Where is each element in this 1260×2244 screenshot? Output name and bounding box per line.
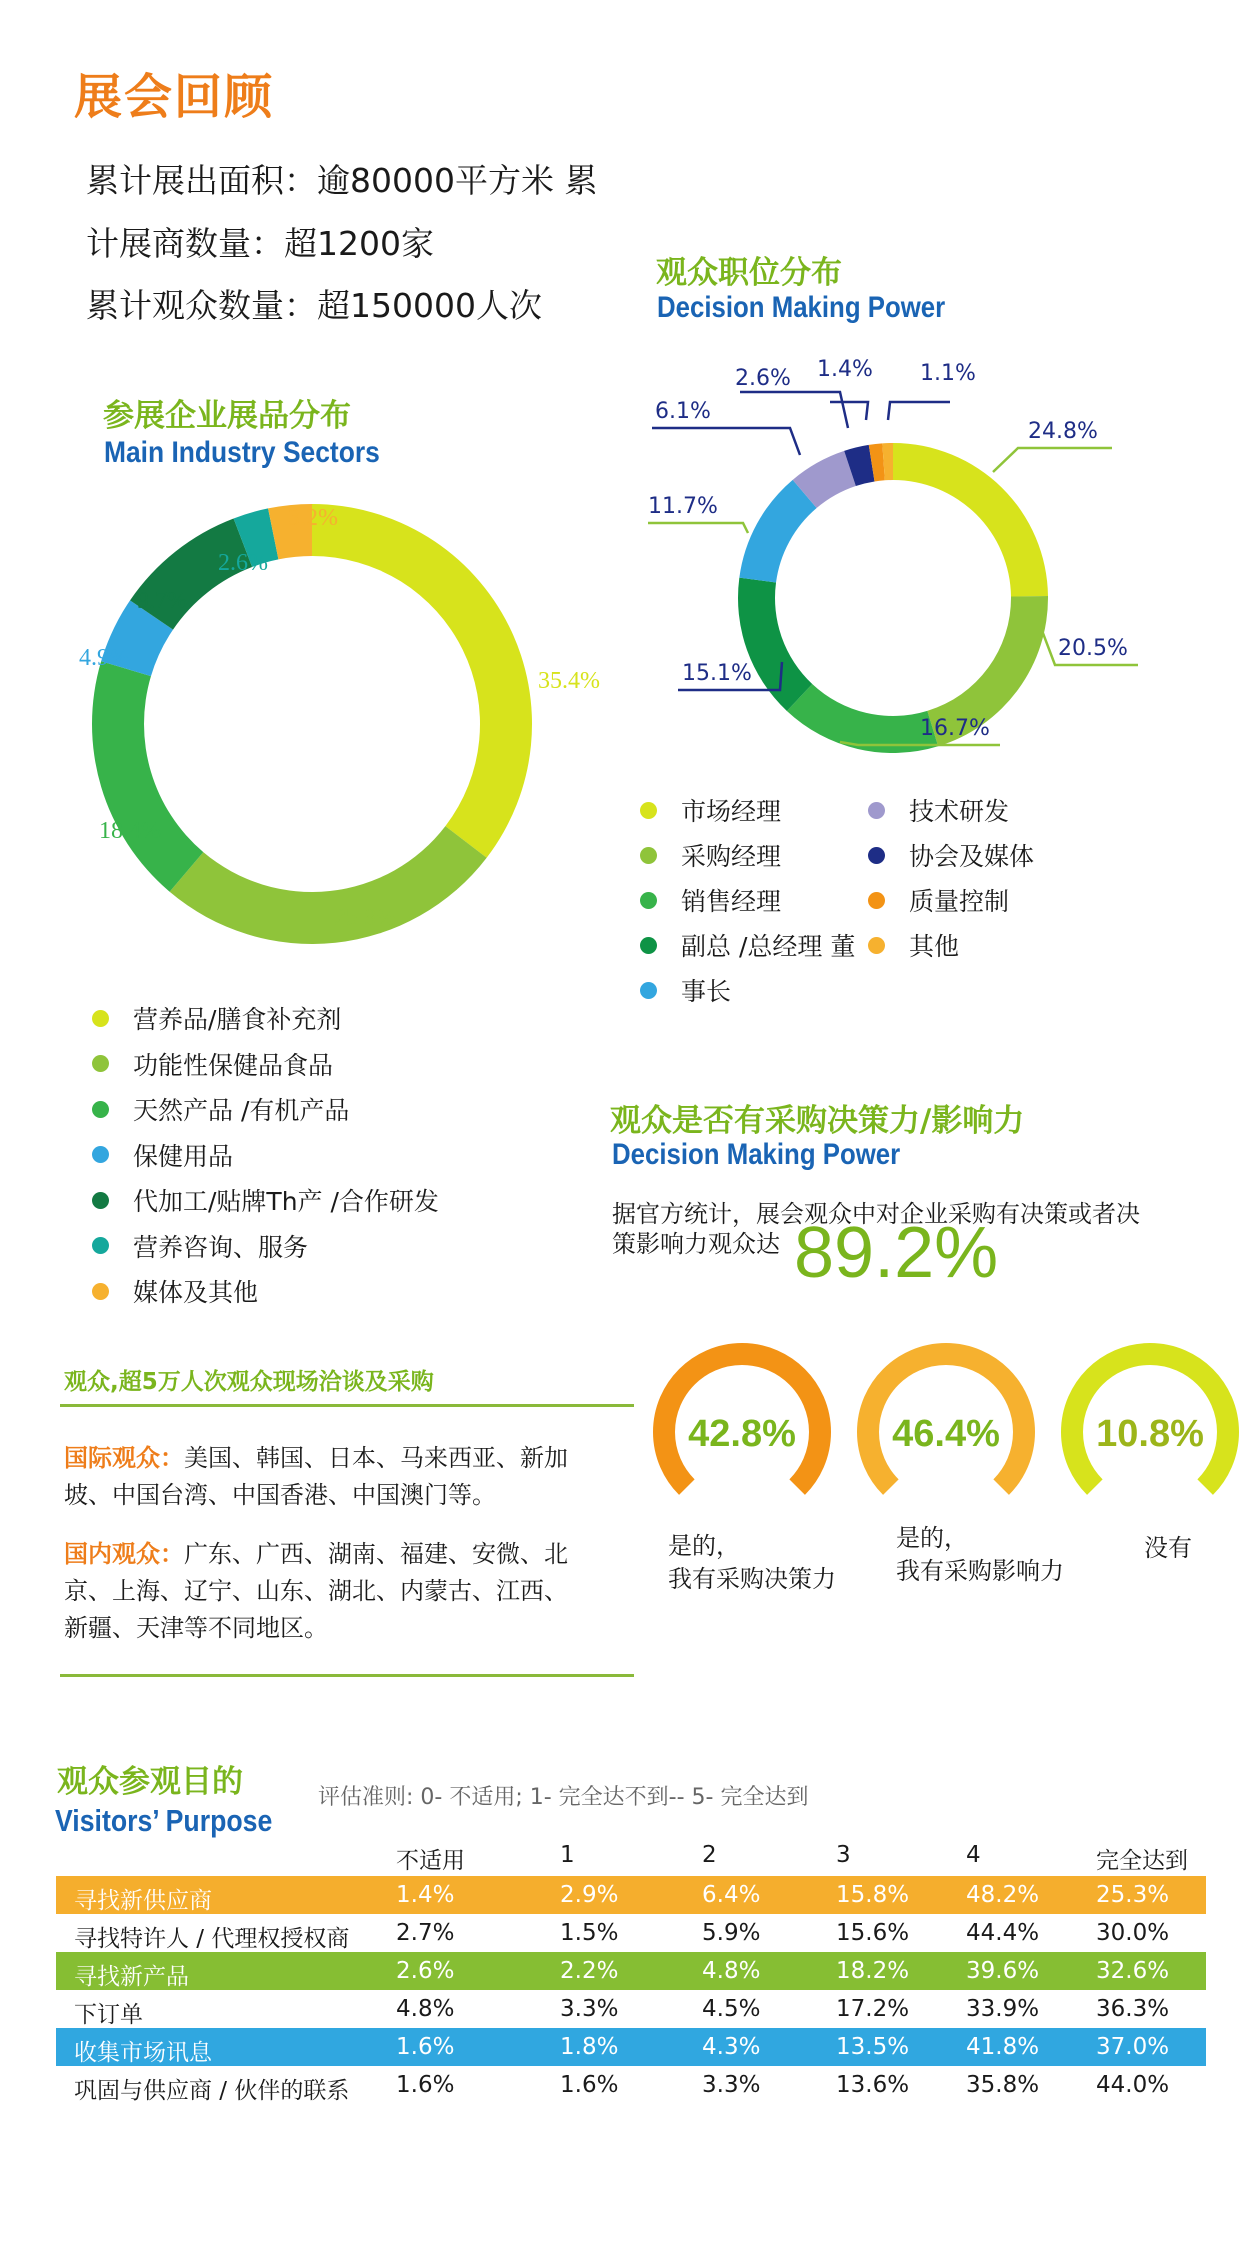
sector-label: 25.8%: [334, 905, 396, 931]
sectors-donut-chart: [0, 480, 640, 970]
positions-legend-item: [868, 837, 1034, 873]
audience-title: 观众,超5万人次观众现场洽谈及采购: [64, 1369, 434, 1395]
sector-label: 35.4%: [538, 668, 600, 694]
positions-donut-chart: [620, 340, 1260, 760]
position-leader-line: [993, 448, 1112, 472]
table-cell: 下订单: [74, 2002, 143, 2028]
sectors-title-cn: 参展企业展品分布: [103, 398, 351, 434]
legend-dot: [868, 847, 885, 864]
position-slice: [787, 684, 938, 753]
legend-label: 天然产品 /有机产品: [133, 1096, 350, 1125]
table-cell: 6.4%: [702, 1882, 761, 1908]
legend-label: 代加工/贴牌Th产 /合作研发: [133, 1187, 439, 1216]
table-cell: 15.8%: [836, 1882, 910, 1908]
decision-text-line2: 策影响力观众达: [612, 1230, 780, 1258]
stat-area: 累计展出面积：逾80000平方米 累: [86, 161, 598, 200]
table-cell: 寻找新供应商: [74, 1888, 212, 1914]
table-cell: 15.6%: [836, 1920, 910, 1946]
sectors-legend-item: [92, 1182, 439, 1218]
sector-label: 18.4%: [99, 818, 161, 844]
purpose-title-en: Visitors’ Purpose: [55, 1803, 273, 1838]
table-cell: 4.8%: [396, 1996, 455, 2022]
decision-ring-value: 10.8%: [1096, 1413, 1204, 1455]
table-cell: 17.2%: [836, 1996, 910, 2022]
positions-legend-item: [868, 882, 1009, 918]
purpose-table: [56, 1838, 1206, 2104]
stat-exhibitors: 计展商数量：超1200家: [86, 224, 434, 263]
table-cell: 2.2%: [560, 1958, 619, 1984]
position-label: 15.1%: [682, 661, 752, 686]
position-leader-line: [652, 428, 800, 455]
legend-label: 营养咨询、服务: [133, 1232, 309, 1262]
legend-dot: [868, 937, 885, 954]
table-header-cell: 完全达到: [1096, 1848, 1188, 1874]
page-title: 展会回顾: [74, 69, 275, 125]
table-cell: 41.8%: [966, 2034, 1040, 2060]
table-cell: 13.6%: [836, 2072, 910, 2098]
sectors-title-en: Main Industry Sectors: [104, 436, 380, 469]
table-cell: 37.0%: [1096, 2034, 1170, 2060]
table-header-cell: 4: [966, 1842, 981, 1868]
table-row: [56, 2066, 1206, 2104]
table-cell: 5.9%: [702, 1920, 761, 1946]
audience-top-rule: [60, 1404, 634, 1407]
caption-influence: 是的， 我有采购影响力: [896, 1524, 1064, 1585]
table-cell: 48.2%: [966, 1882, 1040, 1908]
legend-dot: [868, 802, 885, 819]
table-cell: 30.0%: [1096, 1920, 1170, 1946]
positions-title-en: Decision Making Power: [657, 291, 946, 324]
table-cell: 4.8%: [702, 1958, 761, 1984]
sector-label: 4.9%: [79, 645, 129, 671]
table-cell: 2.9%: [560, 1882, 619, 1908]
legend-dot: [640, 802, 657, 819]
legend-dot: [640, 847, 657, 864]
table-cell: 44.4%: [966, 1920, 1040, 1946]
legend-dot: [92, 1192, 109, 1209]
position-slice: [739, 480, 816, 583]
sector-label: 9.7%: [137, 588, 187, 614]
position-label: 16.7%: [920, 716, 990, 741]
sector-label: 2.6%: [218, 550, 268, 576]
legend-label: 质量控制: [909, 887, 1010, 916]
caption-none: 没有: [1144, 1534, 1192, 1562]
legend-label: 副总 /总经理 董: [681, 932, 856, 961]
decision-title-en: Decision Making Power: [612, 1138, 901, 1171]
table-cell: 3.3%: [702, 2072, 761, 2098]
table-cell: 1.8%: [560, 2034, 619, 2060]
table-row: [56, 1952, 1206, 1990]
legend-dot: [92, 1101, 109, 1118]
sector-slice: [312, 504, 532, 858]
positions-legend-item: [640, 927, 855, 963]
audience-intl: 国际观众：美国、韩国、日本、马来西亚、新加 坡、中国台湾、中国香港、中国澳门等。: [64, 1444, 568, 1509]
legend-dot: [92, 1237, 109, 1254]
legend-dot: [640, 892, 657, 909]
legend-label: 营养品/膳食补充剂: [133, 1005, 342, 1034]
legend-dot: [868, 892, 885, 909]
stat-visitors: 累计观众数量：超150000人次: [86, 286, 542, 325]
caption-decision: 是的， 我有采购决策力: [668, 1532, 836, 1593]
legend-dot: [640, 937, 657, 954]
sector-slice: [92, 661, 203, 891]
legend-label: 媒体及其他: [133, 1278, 259, 1307]
table-cell: 1.6%: [560, 2072, 619, 2098]
legend-label: 销售经理: [681, 887, 782, 916]
position-leader-line: [888, 402, 950, 420]
sectors-legend-item: [92, 1046, 333, 1082]
legend-dot: [92, 1010, 109, 1027]
legend-label: 事长: [681, 977, 732, 1006]
position-leader-line: [830, 402, 868, 420]
table-cell: 39.6%: [966, 1958, 1040, 1984]
table-cell: 1.4%: [396, 1882, 455, 1908]
positions-legend-item: [868, 792, 1009, 828]
table-cell: 35.8%: [966, 2072, 1040, 2098]
table-cell: 寻找新产品: [74, 1964, 189, 1990]
position-label: 6.1%: [655, 399, 711, 424]
table-cell: 18.2%: [836, 1958, 910, 1984]
legend-label: 采购经理: [681, 842, 782, 871]
table-cell: 2.7%: [396, 1920, 455, 1946]
table-row: [56, 1914, 1206, 1952]
position-slice: [893, 443, 1048, 597]
legend-dot: [92, 1146, 109, 1163]
position-label: 2.6%: [735, 366, 791, 391]
table-cell: 36.3%: [1096, 1996, 1170, 2022]
sectors-legend-item: [92, 1137, 233, 1173]
positions-legend-item: [640, 792, 781, 828]
legend-label: 技术研发: [909, 797, 1010, 826]
legend-label: 协会及媒体: [909, 842, 1035, 871]
table-cell: 44.0%: [1096, 2072, 1170, 2098]
position-leader-line: [648, 523, 748, 533]
decision-ring-value: 46.4%: [892, 1413, 1000, 1455]
sector-label: 3.2%: [288, 505, 338, 531]
table-row: [56, 1990, 1206, 2028]
table-cell: 寻找特许人 / 代理权授权商: [74, 1926, 350, 1952]
legend-label: 保健用品: [133, 1141, 234, 1171]
sectors-legend-item: [92, 1273, 258, 1309]
decision-rings: [640, 1340, 1260, 1540]
legend-dot: [92, 1283, 109, 1300]
audience-domestic: 国内观众：广东、广西、湖南、福建、安微、北 京、上海、辽宁、山东、湖北、内蒙古、江西、 新疆、天津等不同地区。: [64, 1540, 568, 1642]
position-label: 24.8%: [1028, 419, 1098, 444]
sectors-legend-item: [92, 1000, 341, 1036]
table-header-cell: 不适用: [396, 1848, 465, 1874]
position-label: 1.1%: [920, 361, 976, 386]
table-header-cell: 2: [702, 1842, 717, 1868]
table-cell: 13.5%: [836, 2034, 910, 2060]
decision-ring-value: 42.8%: [688, 1413, 796, 1455]
decision-text-line1: 据官方统计，展会观众中对企业采购有决策或者决: [612, 1200, 1140, 1228]
positions-legend-item: [868, 927, 959, 963]
table-cell: 3.3%: [560, 1996, 619, 2022]
legend-dot: [640, 982, 657, 999]
table-cell: 32.6%: [1096, 1958, 1170, 1984]
audience-bottom-rule: [60, 1674, 634, 1677]
decision-title-cn: 观众是否有采购决策力/影响力: [610, 1103, 1025, 1139]
table-cell: 收集市场讯息: [74, 2040, 212, 2066]
purpose-criteria: 评估准则: 0- 不适用; 1- 完全达不到-- 5- 完全达到: [318, 1785, 809, 1810]
purpose-title-cn: 观众参观目的: [57, 1764, 243, 1800]
decision-big-value: 89.2%: [794, 1213, 999, 1293]
table-row: [56, 2028, 1206, 2066]
table-cell: 4.3%: [702, 2034, 761, 2060]
sectors-legend-item: [92, 1228, 308, 1264]
table-cell: 巩固与供应商 / 伙伴的联系: [74, 2078, 350, 2104]
table-cell: 33.9%: [966, 1996, 1040, 2022]
positions-title-cn: 观众职位分布: [656, 255, 842, 291]
table-cell: 1.6%: [396, 2072, 455, 2098]
table-header-cell: 1: [560, 1842, 575, 1868]
positions-legend-item: [640, 882, 781, 918]
legend-label: 其他: [909, 932, 960, 961]
legend-label: 市场经理: [681, 797, 782, 826]
legend-label: 功能性保健品食品: [133, 1050, 334, 1080]
position-label: 20.5%: [1058, 636, 1128, 661]
table-header-row: [56, 1838, 1206, 1876]
table-row: [56, 1876, 1206, 1914]
position-leader-line: [740, 392, 848, 428]
position-label: 11.7%: [648, 494, 718, 519]
table-cell: 25.3%: [1096, 1882, 1170, 1908]
positions-legend-item: [640, 837, 781, 873]
legend-dot: [92, 1055, 109, 1072]
table-cell: 1.5%: [560, 1920, 619, 1946]
table-cell: 2.6%: [396, 1958, 455, 1984]
sectors-legend-item: [92, 1091, 349, 1127]
positions-legend-item: [640, 972, 731, 1008]
position-label: 1.4%: [817, 357, 873, 382]
table-cell: 4.5%: [702, 1996, 761, 2022]
sector-slice: [170, 826, 487, 944]
table-header-cell: 3: [836, 1842, 851, 1868]
table-cell: 1.6%: [396, 2034, 455, 2060]
